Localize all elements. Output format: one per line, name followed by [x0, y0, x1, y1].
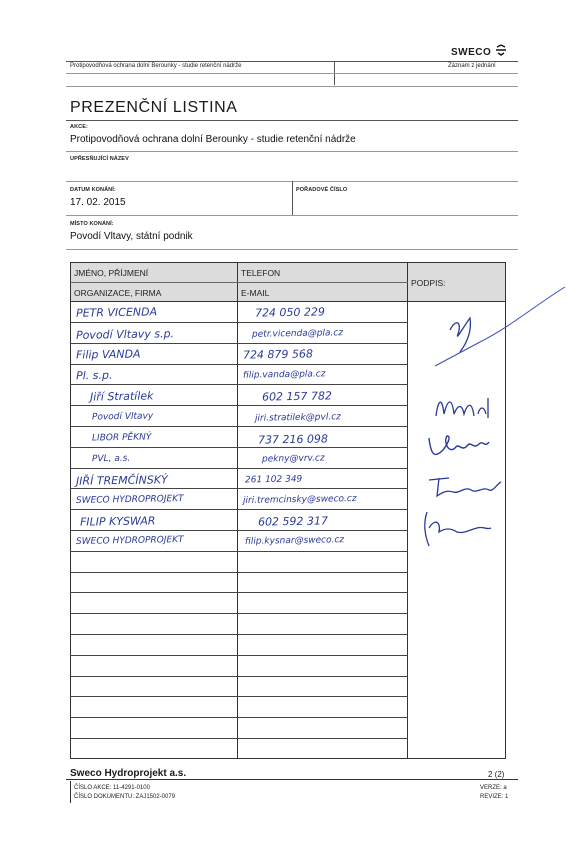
table-rule — [70, 364, 408, 365]
table-rule — [70, 468, 408, 469]
entry-phone: filip.kysnar@sweco.cz — [244, 535, 345, 547]
col-name-header: JMÉNO, PŘÍJMENÍ — [74, 268, 149, 278]
table-rule — [70, 384, 408, 385]
signature-3 — [425, 428, 495, 464]
entry-phone: 261 102 349 — [244, 474, 303, 486]
entry-name: LIBOR PĚKNÝ — [91, 432, 152, 444]
table-rule — [70, 405, 408, 406]
signature-4 — [425, 470, 505, 504]
sweco-logo — [451, 44, 507, 58]
table-rule — [70, 572, 408, 573]
datum-label: DATUM KONÁNÍ: — [70, 187, 116, 193]
entry-phone: pekny@vrv.cz — [261, 453, 325, 465]
signature-2 — [430, 390, 500, 424]
upresnujici-label: UPŘESŇUJÍCÍ NÁZEV — [70, 156, 129, 162]
table-rule — [70, 592, 408, 593]
entry-name: SWECO HYDROPROJEKT — [75, 535, 184, 547]
table-rule — [70, 634, 408, 635]
misto-label: MÍSTO KONÁNÍ: — [70, 221, 114, 227]
table-rule — [70, 488, 408, 489]
col-email-header: E-MAIL — [241, 288, 270, 298]
akce-value: Protipovodňová ochrana dolní Berounky - studie retenční nádrže — [70, 134, 356, 145]
table-rule — [70, 676, 408, 677]
table-rule — [70, 343, 408, 344]
entry-phone: jiri.stratilek@pvl.cz — [254, 412, 341, 424]
col-sign-header: PODPIS: — [411, 278, 446, 288]
entry-name: Jiří Stratílek — [89, 389, 154, 404]
col-org-header: ORGANIZACE, FIRMA — [74, 288, 162, 298]
footer-page: 2 (2) — [488, 770, 505, 779]
footer-cislo-akce: ČÍSLO AKCE: 11-4291-0100 — [74, 785, 150, 791]
entry-phone: 724 879 568 — [242, 347, 314, 362]
footer-company: Sweco Hydroprojekt a.s. — [70, 768, 187, 779]
misto-value: Povodí Vltavy, státní podnik — [70, 231, 193, 242]
akce-label: AKCE: — [70, 124, 88, 130]
entry-phone: 602 592 317 — [257, 514, 329, 529]
entry-phone: 737 216 098 — [257, 432, 329, 447]
col-phone-header: TELEFON — [241, 268, 281, 278]
signature-5 — [415, 506, 495, 550]
entry-name: JIŘÍ TREMČÍNSKÝ — [75, 473, 168, 488]
table-rule — [70, 551, 408, 552]
entry-name: Filip VANDA — [75, 347, 141, 362]
table-rule — [70, 655, 408, 656]
entry-name: Pl. s.p. — [75, 368, 113, 383]
table-rule — [70, 426, 408, 427]
entry-name: PETR VICENDA — [75, 305, 158, 320]
table-rule — [70, 696, 408, 697]
table-rule — [70, 738, 408, 739]
brand-text: SWECO — [451, 47, 492, 58]
entry-name: Povodí Vltavy s.p. — [75, 327, 175, 342]
entry-name: PVL, a.s. — [91, 453, 131, 465]
header-record-type: Záznam z jednání — [448, 63, 496, 69]
table-rule — [70, 717, 408, 718]
entry-phone: petr.vicenda@pla.cz — [251, 328, 344, 340]
entry-phone: 602 157 782 — [261, 389, 333, 404]
header-doc-title: Protipovodňová ochrana dolní Berounky - studie retenční nádrže — [70, 63, 242, 69]
signature-1 — [420, 282, 570, 372]
footer-revize: REVIZE: 1 — [480, 794, 509, 800]
entry-phone: jiri.tremcinsky@sweco.cz — [242, 494, 357, 506]
entry-name: SWECO HYDROPROJEKT — [75, 494, 184, 506]
table-rule — [70, 322, 408, 323]
entry-phone: filip.vanda@pla.cz — [242, 369, 326, 381]
entry-phone: 724 050 229 — [254, 305, 326, 320]
footer-cislo-dokumentu: ČÍSLO DOKUMENTU: ZAJ1502-0079 — [74, 794, 176, 800]
table-rule — [70, 509, 408, 510]
table-rule — [70, 530, 408, 531]
sweco-logo-icon — [495, 44, 507, 56]
page-title: PREZENČNÍ LISTINA — [70, 99, 238, 116]
poradove-label: POŘADOVÉ ČÍSLO — [296, 187, 348, 193]
table-rule — [70, 613, 408, 614]
datum-value: 17. 02. 2015 — [70, 197, 126, 208]
table-rule — [70, 447, 408, 448]
footer-verze: VERZE: a — [480, 785, 507, 791]
entry-name: FILIP KYSWAR — [79, 514, 156, 529]
entry-name: Povodí Vltavy — [91, 411, 154, 423]
